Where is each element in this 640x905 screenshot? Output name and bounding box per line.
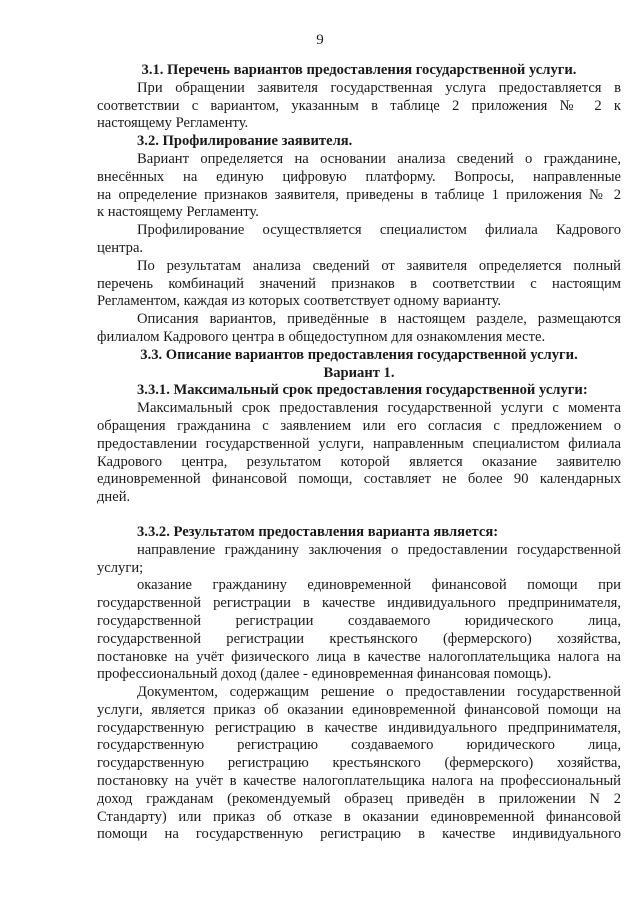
s3-1-line: настоящему Регламенту. (97, 115, 249, 132)
section-3-1-heading: 3.1. Перечень вариантов предоставления государственной услуги. (141, 62, 577, 78)
s3-3-2-p2-line: профессиональный доход (далее - единовременная финансовая помощь). (97, 666, 552, 683)
s3-3-1-line: дней. (97, 489, 131, 506)
s3-2-p2-line: Профилирование осуществляется специалистом филиала Кадрового (137, 222, 621, 239)
s3-3-2-p3-line: постановку на учёт в качестве налогоплательщика налога на профессиональный (97, 773, 621, 790)
s3-2-p1-line: внесённых на единую цифровую платформу. Вопросы, направленные (97, 168, 621, 185)
s3-3-2-p3-line: услуги, является приказ об оказании единовременной финансовой помощи на (97, 701, 621, 718)
s3-3-2-p2-line: постановке на учёт физического лица в качестве налогоплательщика налога на (97, 648, 621, 665)
s3-3-2-p2-line: государственной регистрации крестьянского (фермерского) хозяйства, (97, 630, 621, 647)
s3-3-2-p3-line: государственную регистрацию в качестве индивидуального предпринимателя, (97, 719, 621, 736)
page-number: 9 (316, 32, 324, 48)
page-content (97, 62, 621, 844)
s3-2-p4-line: филиалом Кадрового центра в общедоступном для ознакомления месте. (97, 328, 546, 345)
s3-2-p1-line: к настоящему Регламенту. (97, 204, 259, 221)
s3-3-2-p3-line: Документом, содержащим решение о предоставлении государственной (137, 684, 621, 701)
s3-3-2-p1-line: услуги; (97, 559, 144, 576)
section-3-2-heading: 3.2. Профилирование заявителя. (137, 133, 353, 150)
s3-3-2-p3-line: доход гражданам (рекомендуемый образец приведён в приложении N 2 (97, 790, 621, 807)
s3-3-1-line: обращения гражданина с заявлением или его согласия с предложением о (97, 417, 621, 434)
variant-title: Вариант 1. (323, 364, 395, 381)
s3-2-p3-line: По результатам анализа сведений от заявителя определяется полный (137, 257, 621, 274)
s3-3-2-p2-line: оказание гражданину единовременной финансовой помощи при (137, 577, 621, 594)
s3-3-2-p3-line: государственную регистрацию крестьянского (фермерского) хозяйства, (97, 755, 621, 772)
section-3-3-heading: 3.3. Описание вариантов предоставления государственной услуги. (140, 346, 578, 363)
s3-1-line: При обращении заявителя государственная услуга предоставляется в (137, 79, 621, 96)
s3-2-p4-line: Описания вариантов, приведённые в настоящем разделе, размещаются (137, 311, 621, 328)
paragraph-gap (97, 507, 621, 524)
section-3-3-2-heading: 3.3.2. Результатом предоставления варианта является: (137, 523, 499, 540)
s3-3-2-p2-line: государственной регистрации в качестве индивидуального предпринимателя, (97, 595, 621, 612)
s3-2-p3-line: Регламентом, каждая из которых соответствует одному варианту. (97, 293, 502, 310)
s3-3-1-line: Максимальный срок предоставления государственной услуги с момента (137, 400, 621, 417)
s3-2-p2-line: центра. (97, 239, 144, 256)
s3-3-2-p1-line: направление гражданину заключения о предоставлении государственной (137, 541, 621, 558)
s3-3-2-p2-line: государственной регистрации создаваемого юридического лица, (97, 612, 621, 629)
s3-2-p3-line: перечень комбинаций значений признаков в соответствии с настоящим (97, 275, 621, 292)
s3-2-p1-line: на определение признаков заявителя, приведены в таблице 1 приложения № 2 (97, 186, 621, 203)
s3-3-1-line: предоставлении государственной услуги, направленным специалистом филиала (97, 435, 621, 452)
s3-3-2-p3-line: помощи на государственную регистрацию в качестве индивидуального (97, 826, 621, 843)
s3-3-2-p3-line: государственную регистрацию создаваемого юридического лица, (97, 737, 621, 754)
s3-1-line: соответствии с вариантом, указанным в таблице 2 приложения № 2 к (97, 97, 621, 114)
s3-2-p1-line: Вариант определяется на основании анализа сведений о гражданине, (137, 150, 621, 167)
section-3-3-1-heading: 3.3.1. Максимальный срок предоставления государственной услуги: (137, 382, 588, 399)
s3-3-1-line: Кадрового центра, результатом которой является оказание заявителю (97, 453, 621, 470)
s3-3-1-line: единовременной финансовой помощи, составляет не более 90 календарных (97, 471, 621, 488)
s3-3-2-p3-line: Стандарту) или приказ об отказе в оказании единовременной финансовой (97, 808, 621, 825)
